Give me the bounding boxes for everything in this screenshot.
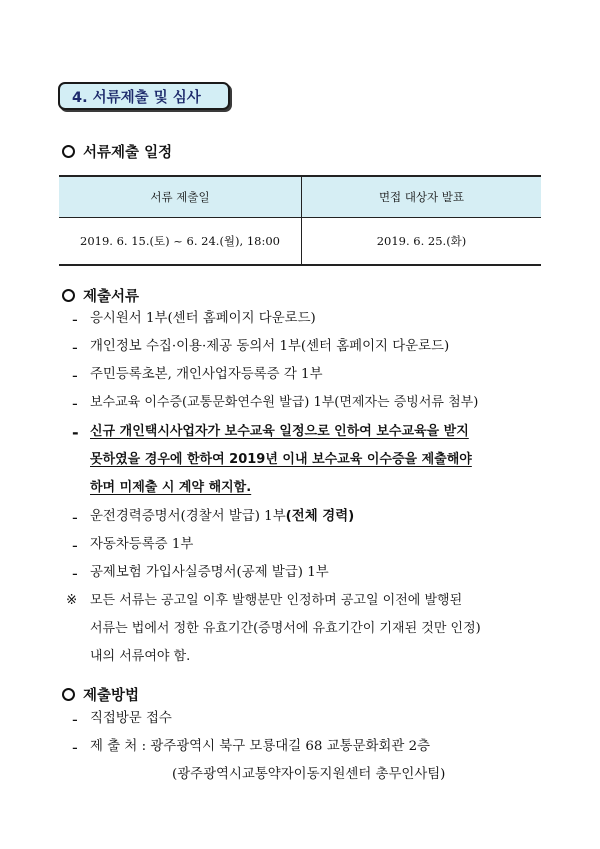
dash-bullet-icon: - <box>72 536 78 555</box>
circle-bullet-icon <box>62 688 75 701</box>
documents-heading <box>62 285 139 306</box>
bold-note-line: 신규 개인택시사업자가 보수교육 일정으로 인하여 보수교육을 받지 <box>90 424 469 439</box>
list-item: 보수교육 이수증(교통문화연수원 발급) 1부(면제자는 증빙서류 첨부) <box>90 395 479 410</box>
dash-bullet-icon: - <box>72 310 78 329</box>
career-item-bold: (전체 경력) <box>285 509 355 524</box>
note-mark: ※ <box>66 593 78 608</box>
career-item-text: 운전경력증명서(경찰서 발급) 1부 <box>90 509 286 524</box>
dash-bullet-icon: - <box>72 508 78 527</box>
schedule-cell-submit-date: 2019. 6. 15.(토) ~ 6. 24.(월), 18:00 <box>59 218 302 266</box>
schedule-heading-label: 서류제출 일정 <box>83 145 173 161</box>
submit-location: 제 출 처 : 광주광역시 북구 모룡대길 68 교통문화회관 2층 <box>90 739 431 754</box>
schedule-header-announce: 면접 대상자 발표 <box>302 176 542 218</box>
note-line: 서류는 법에서 정한 유효기간(증명서에 유효기간이 기재된 것만 인정) <box>90 621 481 636</box>
schedule-header-submit: 서류 제출일 <box>59 176 302 218</box>
note-line: 모든 서류는 공고일 이후 발행분만 인정하며 공고일 이전에 발행된 <box>90 593 463 608</box>
list-item: 공제보험 가입사실증명서(공제 발급) 1부 <box>90 565 329 580</box>
table-row <box>59 218 541 266</box>
list-item: 개인정보 수집·이용·제공 동의서 1부(센터 홈페이지 다운로드) <box>90 339 450 354</box>
list-item: 자동차등록증 1부 <box>90 537 194 552</box>
dash-bullet-icon: - <box>72 564 78 583</box>
method-heading-label: 제출방법 <box>83 688 140 704</box>
schedule-table <box>59 175 541 266</box>
dash-bullet-icon: - <box>72 366 78 385</box>
submit-location-detail: (광주광역시교통약자이동지원센터 총무인사팀) <box>172 767 446 782</box>
schedule-heading <box>62 141 172 162</box>
method-heading <box>62 684 139 705</box>
note-line: 내의 서류여야 함. <box>90 649 191 664</box>
bold-note-line: 못하였을 경우에 한하여 2019년 이내 보수교육 이수증을 제출해야 <box>90 452 472 467</box>
dash-bullet-icon: - <box>72 423 79 442</box>
dash-bullet-icon: - <box>72 394 78 413</box>
documents-heading-label: 제출서류 <box>83 289 140 305</box>
dash-bullet-icon: - <box>72 338 78 357</box>
list-item <box>90 508 354 526</box>
list-item: 직접방문 접수 <box>90 711 172 726</box>
circle-bullet-icon <box>62 289 75 302</box>
circle-bullet-icon <box>62 145 75 158</box>
dash-bullet-icon: - <box>72 738 78 757</box>
section-title: 4. 서류제출 및 심사 <box>58 82 230 110</box>
dash-bullet-icon: - <box>72 710 78 729</box>
bold-note-line: 하며 미제출 시 계약 해지함. <box>90 480 252 495</box>
list-item: 응시원서 1부(센터 홈페이지 다운로드) <box>90 311 316 326</box>
schedule-cell-announce-date: 2019. 6. 25.(화) <box>302 218 542 266</box>
list-item: 주민등록초본, 개인사업자등록증 각 1부 <box>90 367 323 382</box>
